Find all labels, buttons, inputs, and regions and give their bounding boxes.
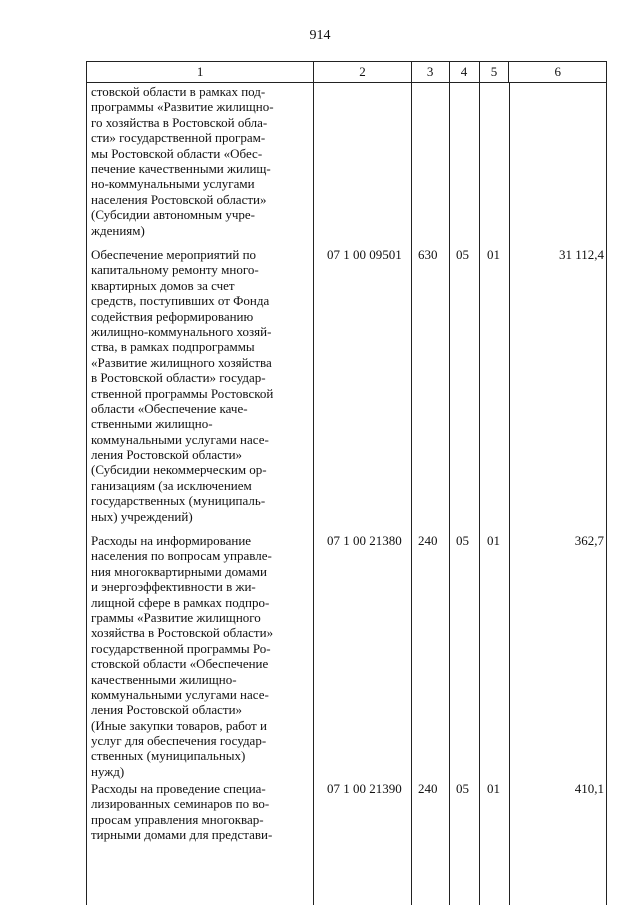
page-number: 914: [309, 28, 331, 43]
table-row-vr: 630: [418, 247, 438, 262]
header-col-2: 2: [314, 62, 412, 82]
header-col-5: 5: [480, 62, 510, 82]
table-row-description: Обеспечение мероприятий по капитальному ремонту много- квартирных домов за счет средств, поступивших от Фонда содействия реформированию жилищно-коммунального хозяй- ства, в рамках подпрограммы «Развитие жилищного хозяйства в Ростовской области» государ- ственной программы Ростовской области «Обеспечение каче- ственными жилищно- коммунальными услугами насе- ления Ростовской области» (Субсидии некоммерческим ор- ганизациям (за исключением государственных (муниципаль- ных) учреждений): [91, 247, 274, 524]
table-row-rz: 05: [456, 247, 469, 262]
table-row-vr: 240: [418, 781, 438, 796]
table-row-pr: 01: [487, 781, 500, 796]
table-row-description: стовской области в рамках под- программы «Развитие жилищно- го хозяйства в Ростовской обла- сти» государственной програм- мы Ростовской области «Обес- печение качественными жилищ- но-коммунальными услугами населения Ростовской области» (Субсидии автономным учре- ждениям): [91, 84, 274, 238]
table-header: [86, 61, 607, 83]
header-col-1: 1: [87, 62, 314, 82]
table-row-sum: 31 112,4: [558, 247, 604, 262]
header-col-6: 6: [554, 64, 561, 79]
table-row-sum: 410,1: [574, 781, 604, 796]
header-col-4: 4: [450, 62, 480, 82]
table-row-pr: 01: [487, 533, 500, 548]
column-divider: [479, 83, 480, 905]
column-divider: [509, 83, 510, 905]
table-row-pr: 01: [487, 247, 500, 262]
table-row-description: Расходы на информирование населения по вопросам управле- ния многоквартирными домами и энергоэффективности в жи- лищной сфере в рамках подпро- граммы «Развитие жилищного хозяйства в Ростовской области» государственной программы Ро- стовской области «Обеспечение качественными жилищно- коммунальными услугами насе- ления Ростовской области» (Иные закупки товаров, работ и услуг для обеспечения государ- ственных (муниципальных) нужд): [91, 533, 274, 779]
column-divider: [449, 83, 450, 905]
table-row-rz: 05: [456, 781, 469, 796]
table-row-code: 07 1 00 21380: [327, 533, 402, 548]
table-row-description: Расходы на проведение специа- лизированных семинаров по во- просам управления многоквар- тирными домами для представи-: [91, 781, 273, 843]
table-border-left: [86, 83, 87, 905]
table-row-sum: 362,7: [574, 533, 604, 548]
table-row-rz: 05: [456, 533, 469, 548]
table-border-right: [606, 83, 607, 905]
table-row-code: 07 1 00 21390: [327, 781, 402, 796]
table-row-vr: 240: [418, 533, 438, 548]
column-divider: [411, 83, 412, 905]
table-row-code: 07 1 00 09501: [327, 247, 402, 262]
header-col-3: 3: [412, 62, 450, 82]
column-divider: [313, 83, 314, 905]
